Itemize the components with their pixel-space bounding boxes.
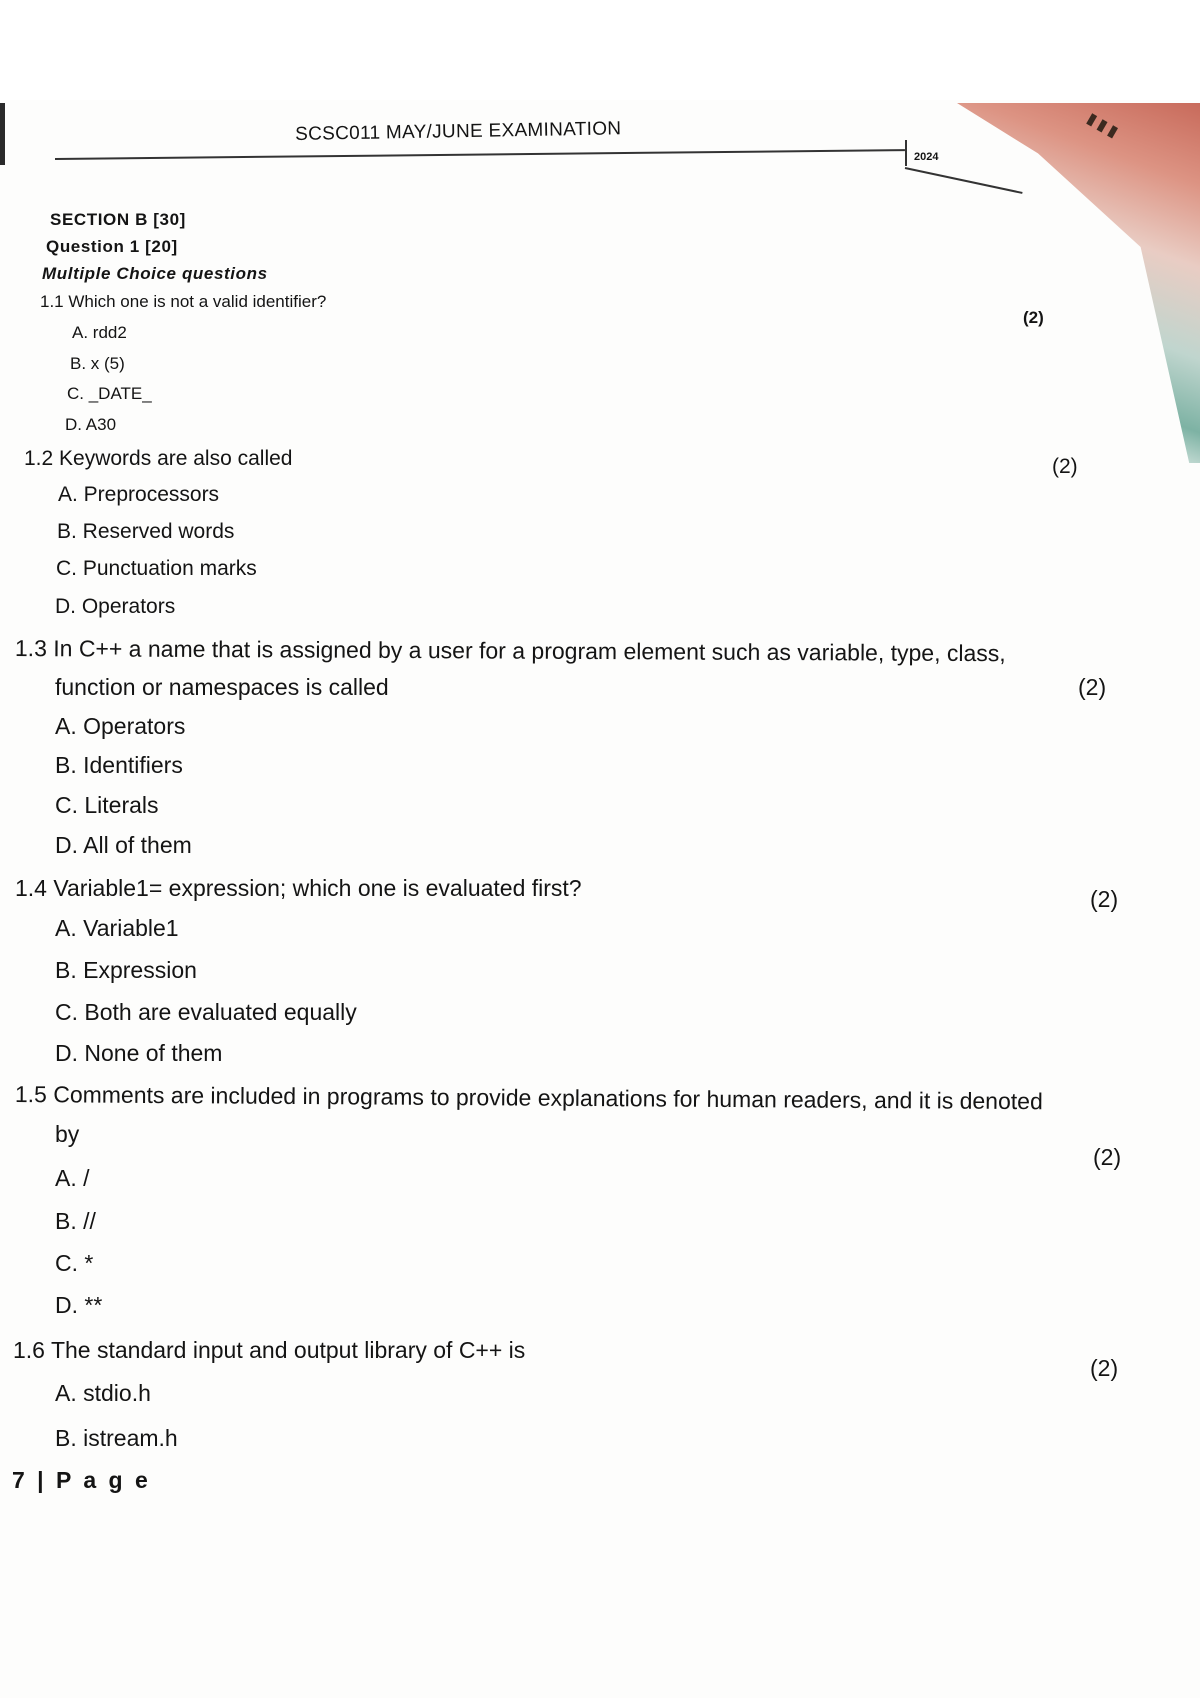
option: A. Variable1 [55, 915, 179, 941]
option: C. _DATE_ [67, 384, 152, 403]
option: C. Punctuation marks [56, 557, 257, 580]
header-rule [55, 149, 905, 160]
section-title: SECTION B [30] [50, 210, 186, 229]
option: A. stdio.h [55, 1380, 151, 1406]
option: B. Expression [55, 957, 197, 983]
question-1-1-mark: (2) [1023, 308, 1044, 327]
question-1-3-stem-continued: function or namespaces is called [55, 674, 389, 700]
option: D. All of them [55, 832, 192, 858]
option: D. ** [55, 1292, 103, 1318]
option: B. istream.h [55, 1425, 178, 1451]
question-1-5-stem-continued: by [55, 1121, 80, 1147]
option: B. // [55, 1208, 96, 1234]
question-1-6-stem: 1.6 The standard input and output library of C++ is [13, 1337, 526, 1363]
option: A. rdd2 [72, 323, 127, 342]
scan-edge-mark [0, 103, 5, 165]
question-heading: Question 1 [20] [46, 237, 178, 256]
question-1-4-stem: 1.4 Variable1= expression; which one is evaluated first? [15, 875, 582, 901]
question-1-3-stem: 1.3 In C++ a name that is assigned by a user for a program element such as variable, type, class, [14, 635, 1006, 667]
option: C. * [55, 1250, 94, 1276]
exam-year: 2024 [914, 151, 939, 163]
question-type: Multiple Choice questions [42, 264, 268, 283]
option: A. Preprocessors [58, 483, 220, 506]
question-1-3-mark: (2) [1078, 674, 1107, 700]
question-1-1-stem: 1.1 Which one is not a valid identifier? [40, 292, 327, 311]
option: C. Literals [55, 792, 159, 818]
option: B. x (5) [70, 354, 125, 373]
exam-title: SCSC011 MAY/JUNE EXAMINATION [295, 118, 622, 145]
option: D. Operators [55, 595, 176, 618]
page-number: 7 | P a g e [12, 1467, 151, 1493]
option: A. Operators [55, 713, 186, 739]
header-divider [905, 140, 907, 166]
option: C. Both are evaluated equally [55, 999, 357, 1025]
year-rule [905, 167, 1023, 194]
question-1-2-stem: 1.2 Keywords are also called [24, 447, 293, 470]
option: B. Reserved words [57, 520, 235, 543]
question-1-2-mark: (2) [1052, 455, 1078, 478]
option: B. Identifiers [55, 752, 183, 778]
question-1-4-mark: (2) [1090, 886, 1119, 912]
option: D. None of them [55, 1040, 223, 1066]
question-1-5-mark: (2) [1093, 1144, 1122, 1170]
paper-top-margin [0, 0, 1200, 100]
option: A. / [55, 1165, 90, 1191]
corner-stamp-icon: ▮▮▮ [1081, 104, 1125, 144]
question-1-6-mark: (2) [1090, 1355, 1119, 1381]
question-1-5-stem: 1.5 Comments are included in programs to provide explanations for human readers, and it is denoted [14, 1081, 1043, 1115]
option: D. A30 [65, 415, 117, 434]
